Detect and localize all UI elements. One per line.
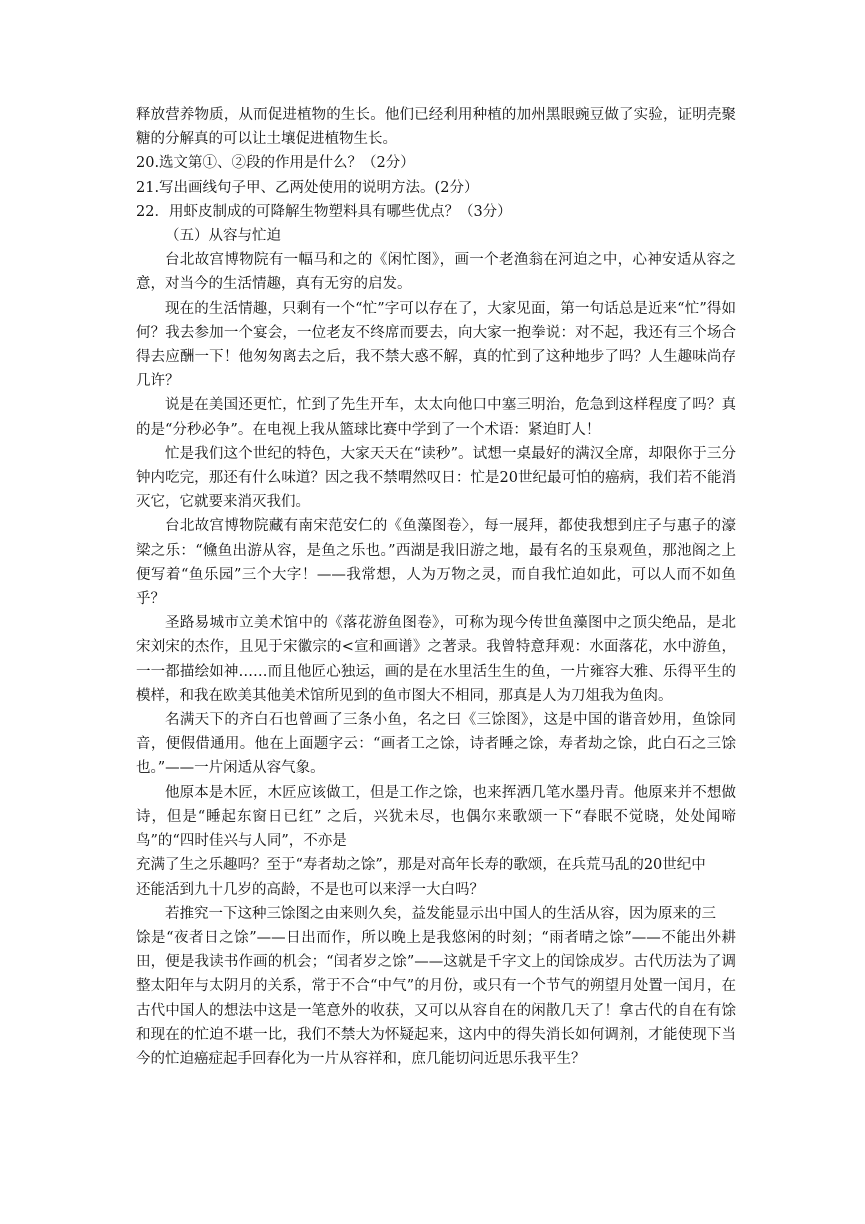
paragraph: 若推究一下这种三馀图之由来则久矣，益发能显示出中国人的生活从容，因为原来的三	[165, 905, 716, 922]
paragraph: 充满了生之乐趣吗？至于“寿者劫之馀”，那是对高年长寿的歌颂，在兵荒马乱的20世纪中	[136, 857, 706, 874]
paragraph: 圣路易城市立美术馆中的《落花游鱼图卷》，可称为现今传世鱼藻图中之顶尖绝品，是北宋刘宋的杰作，且见于宋徽宗的<宣和画谱》之著录。我曾特意拜观：水面落花，水中游鱼，一一都描绘如神……而且他匠心独运，画的是在水里活生生的鱼，一片雍容大雅、乐得平生的模样，和我在欧美其他美术馆所见到的鱼市图大不相同，那真是人为刀俎我为鱼肉。	[136, 615, 736, 704]
paragraph: 馀是“夜者日之馀”——日出而作，所以晚上是我悠闲的时刻；“雨者晴之馀”——不能出外耕田，便是我读书作画的机会；“闰者岁之馀”——这就是千字文上的闰馀成岁。古代历法为了调整太阳年与太阴月的关系，常于不合“中气”的月份，或只有一个节气的朔望月处置一闰月，在古代中国人的想法中这是一笔意外的收获，又可以从容自在的闲散几天了！拿古代的自在有馀和现在的忙迫不堪一比，我们不禁大为怀疑起来，这内中的得失消长如何调剂，才能使现下当今的忙迫癌症起手回春化为一片从容祥和，庶几能切问近思乐我平生？	[136, 929, 736, 1067]
paragraph-continuation: 释放营养物质，从而促进植物的生长。他们已经利用种植的加州黑眼豌豆做了实验，证明壳聚糖的分解真的可以让土壤促进植物生长。	[136, 107, 736, 148]
document-page	[136, 103, 736, 1071]
paragraph: 台北故宫博物院藏有南宋范安仁的《鱼藻图卷〉，每一展拜，都使我想到庄子与惠子的濠梁之乐：“儵鱼出游从容，是鱼之乐也。”西湖是我旧游之地，最有名的玉泉观鱼，那池阁之上便写着“鱼乐园”三个大字！——我常想，人为万物之灵，而自我忙迫如此，可以人而不如鱼乎？	[136, 518, 736, 608]
paragraph: 他原本是木匠，木匠应该做工，但是工作之馀，也来挥洒几笔水墨丹青。他原来并不想做诗，但是“睡起东窗日已红” 之后，兴犹未尽，也偶尔来歌颂一下“春眠不觉晓，处处闻啼鸟”的“四时佳兴与人同”，不亦是	[136, 784, 736, 850]
section-heading: （五）从容与忙迫	[165, 228, 281, 245]
question-20: 20.选文第①、②段的作用是什么？（2分）	[136, 155, 415, 172]
paragraph: 台北故宫博物院有一幅马和之的《闲忙图》，画一个老渔翁在河迫之中，心神安适从容之意，对当今的生活情趣，真有无穷的启发。	[136, 252, 736, 293]
paragraph: 名满天下的齐白石也曾画了三条小鱼，名之曰《三馀图》，这是中国的谐音妙用，鱼馀同音，便假借通用。他在上面题字云：“画者工之馀，诗者睡之馀，寿者劫之馀，此白石之三馀也。”——一片闲适从容气象。	[136, 712, 736, 777]
paragraph: 现在的生活情趣，只剩有一个“忙”字可以存在了，大家见面，第一句话总是近来“忙”得如何？我去参加一个宴会，一位老友不终席而要去，向大家一抱拳说：对不起，我还有三个场合得去应酬一下！他匆匆离去之后，我不禁大惑不解，真的忙到了这种地步了吗？人生趣味尚存几许？	[136, 300, 736, 390]
question-21: 21.写出画线句子甲、乙两处使用的说明方法。(2分）	[136, 179, 479, 196]
paragraph: 还能活到九十几岁的高龄，不是也可以来浮一大白吗？	[136, 881, 484, 898]
question-22: 22．用虾皮制成的可降解生物塑料具有哪些优点？（3分）	[136, 203, 512, 220]
paragraph: 说是在美国还更忙，忙到了先生开车，太太向他口中塞三明治，危急到这样程度了吗？真的是“分秒必争”。在电视上我从篮球比赛中学到了一个术语：紧迫盯人！	[136, 397, 736, 438]
paragraph: 忙是我们这个世纪的特色，大家天天在“读秒”。试想一桌最好的满汉全席，却限你于三分钟内吃完，那还有什么味道？因之我不禁喟然叹日：忙是20世纪最可怕的癌病，我们若不能消灭它，它就要来消灭我们。	[136, 445, 736, 511]
